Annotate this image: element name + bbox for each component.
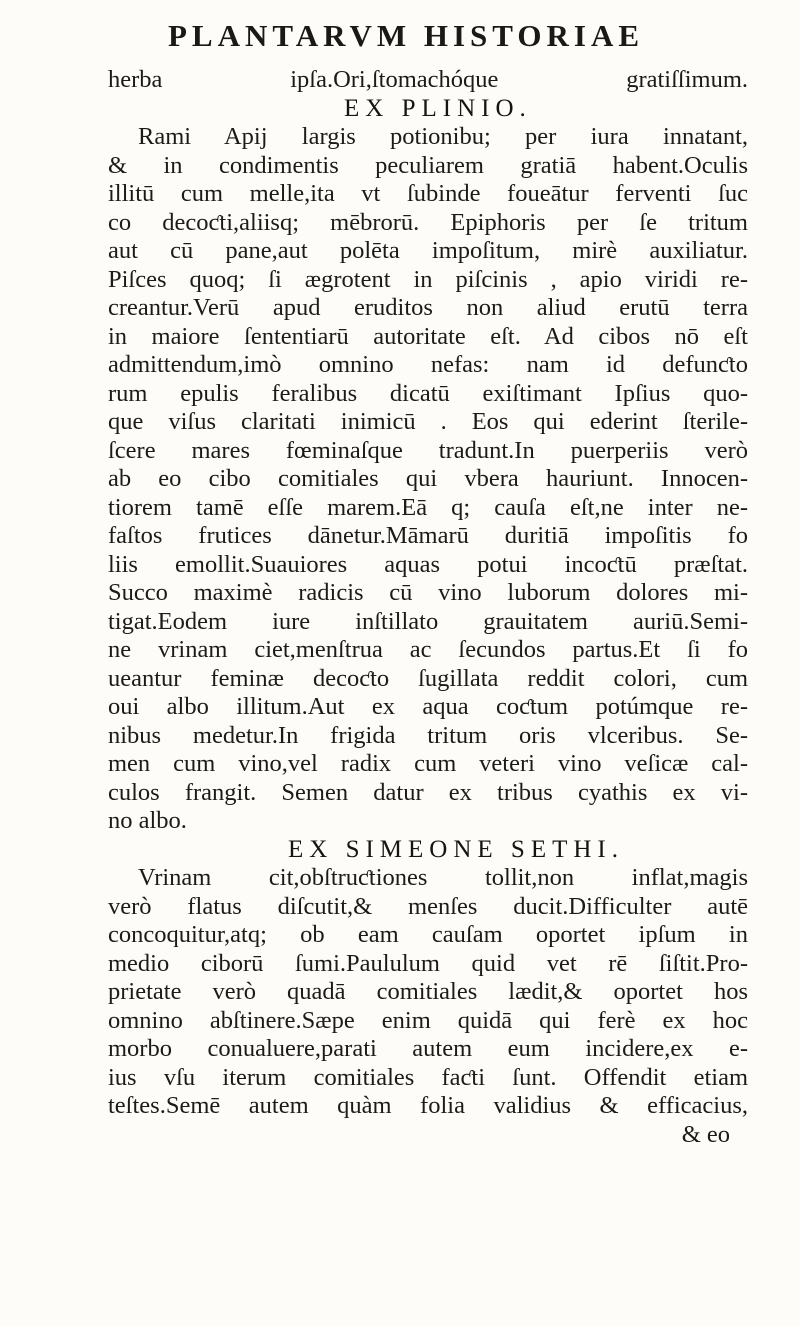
text-line: in maiore ſententiarū autoritate eſt. Ad cibos nō eſt xyxy=(108,322,748,350)
running-head: PLANTARVM HISTORIAE xyxy=(168,18,645,53)
text-line: medio ciborū ſumi.Paululum quid vet rē ſiſtit.Pro- xyxy=(108,949,748,977)
text-line: culos frangit. Semen datur ex tribus cyathis ex vi- xyxy=(108,778,748,806)
text-line: admittendum,imò omnino nefas: nam id defunƈto xyxy=(108,351,748,378)
text-line: omnino abſtinere.Sæpe enim quidā qui ferè ex hoc xyxy=(108,1006,748,1034)
text-line: aut cū pane,aut polēta impoſitum, mirè auxiliatur. xyxy=(108,237,748,264)
catchword: & eo xyxy=(681,1120,730,1148)
text-line: oui albo illitum.Aut ex aqua coƈtum potúmque re- xyxy=(108,693,748,720)
text-line: nibus medetur.In frigida tritum oris vlceribus. Se- xyxy=(108,721,748,749)
text-line: prietate verò quadā comitiales lædit,& oportet hos xyxy=(108,978,748,1005)
text-line: verò flatus diſcutit,& menſes ducit.Difficulter autē xyxy=(108,892,748,920)
text-line: ius vſu iterum comitiales faƈti ſunt. Offendit etiam xyxy=(108,1063,748,1091)
body-text xyxy=(108,66,748,1149)
text-line: ab eo cibo comitiales qui vbera hauriunt. Innocen- xyxy=(108,465,748,492)
text-line: men cum vino,vel radix cum veteri vino veſicæ cal- xyxy=(108,750,748,777)
text-line: co decoƈti,aliisq; mēbrorū. Epiphoris per ſe tritum xyxy=(108,208,748,236)
text-line: tiorem tamē eſſe marem.Eā q; cauſa eſt,ne inter ne- xyxy=(108,493,748,521)
text-line: herba ipſa.Ori,ſtomachóque gratiſſimum. xyxy=(108,66,748,93)
paragraph-first-line: Rami Apij largis potionibu; per iura innatant, xyxy=(138,123,748,150)
text-line: teſtes.Semē autem quàm folia validius & efficacius, xyxy=(108,1092,748,1119)
text-line: liis emollit.Suauiores aquas potui incoƈtū præſtat. xyxy=(108,550,748,578)
text-line: & in condimentis peculiarem gratiā habent.Oculis xyxy=(108,151,748,179)
text-line: Piſces quoq; ſi ægrotent in piſcinis , apio viridi re- xyxy=(108,265,748,293)
text-line: rum epulis feralibus dicatū exiſtimant Ipſius quo- xyxy=(108,379,748,407)
text-line: no albo. xyxy=(108,807,187,834)
text-line: Succo maximè radicis cū vino luborum dolores mi- xyxy=(108,579,748,606)
text-line: illitū cum melle,ita vt ſubinde foueātur ferventi ſuc xyxy=(108,180,748,207)
paragraph-first-line: Vrinam cit,obſtruƈtiones tollit,non inflat,magis xyxy=(138,864,748,891)
text-line: ſcere mares fœminaſque tradunt.In puerperiis verò xyxy=(108,436,748,464)
text-line: tigat.Eodem iure inſtillato grauitatem auriū.Semi- xyxy=(108,607,748,635)
section-heading: EX PLINIO. xyxy=(344,94,532,122)
text-line: faſtos frutices dānetur.Māmarū duritiā impoſitis fo xyxy=(108,522,748,549)
text-line: morbo conualuere,parati autem eum incidere,ex e- xyxy=(108,1035,748,1062)
text-line: que viſus claritati inimicū . Eos qui ederint ſterile- xyxy=(108,408,748,435)
text-line: ne vrinam ciet,menſtrua ac ſecundos partus.Et ſi fo xyxy=(108,636,748,663)
section-heading: EX SIMEONE SETHI. xyxy=(288,835,625,863)
text-line: concoquitur,atq; ob eam cauſam oportet ipſum in xyxy=(108,921,748,948)
text-line: creantur.Verū apud eruditos non aliud erutū terra xyxy=(108,294,748,321)
text-line: ueantur feminæ decoƈto ſugillata reddit colori, cum xyxy=(108,664,748,692)
